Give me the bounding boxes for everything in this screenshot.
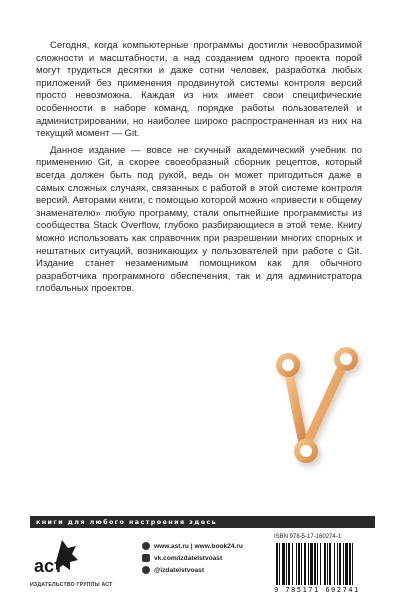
barcode-bar [320, 543, 321, 585]
barcode-bar [317, 543, 318, 585]
barcode-bar [288, 543, 290, 585]
link-website[interactable] [142, 540, 262, 552]
barcode-digits: 9 785171 602741 [274, 586, 360, 594]
barcode-bar [339, 543, 341, 585]
link-instagram[interactable] [142, 564, 262, 576]
isbn-text: ISBN 978-5-17-160274-1 [274, 534, 342, 540]
paragraph: Данное издание — вовсе не скучный академический учебник по применению Git, а скорее своеобразный сборник рецептов, который всегда должен быть под рукой, ведь он может пригодиться даже в самых сложных случаях, связанных с работой в этой системе контроля версий. Авторами книги, с помощью которой можно «привести к общему знаменателю» любую программу, стали опытнейшие программисты из сообщества Stack Overflow, глубоко разбирающиеся в этой теме. Книгу можно использовать как справочник при разрешении многих спорных и нештатных ситуаций, возникающих у пользователей при работе с Git. Издание станет незаменимым помощником как для обычного разработчика программного обеспечения, так и для администратора глобальных проектов. [36, 144, 362, 295]
barcode-bar [304, 543, 306, 585]
barcode-bar [310, 543, 313, 585]
link-text: @izdatelstvoast [154, 566, 205, 574]
barcode [274, 543, 384, 585]
barcode-bar [292, 543, 293, 585]
barcode-bar [343, 543, 344, 585]
barcode-bar [334, 543, 335, 585]
link-vk[interactable] [142, 552, 262, 564]
instagram-icon [142, 566, 150, 574]
barcode-bar [301, 543, 302, 585]
globe-icon [142, 542, 150, 550]
links-list [142, 540, 262, 576]
barcode-bar [282, 543, 285, 585]
description-text [36, 40, 362, 300]
link-text: vk.com/izdatelstvoast [154, 554, 223, 562]
tagline: книги для любого настроения здесь [30, 516, 375, 528]
barcode-bar [327, 543, 328, 585]
barcode-bar [329, 543, 331, 585]
footer [0, 516, 413, 600]
barcode-bar [324, 543, 326, 585]
barcode-bar [298, 543, 300, 585]
barcode-bar [308, 543, 309, 585]
git-branch-icon [270, 345, 365, 475]
barcode-bar [314, 543, 316, 585]
barcode-bar [349, 543, 351, 585]
barcode-bar [286, 543, 287, 585]
publisher-name: ИЗДАТЕЛЬСТВО ГРУППЫ АСТ [30, 582, 113, 588]
publisher-logo [32, 538, 78, 578]
barcode-bar [296, 543, 297, 585]
barcode-bar [276, 543, 278, 585]
barcode-bar [352, 543, 353, 585]
barcode-bar [337, 543, 338, 585]
svg-text:аст: аст [34, 556, 63, 576]
vk-icon [142, 554, 150, 562]
barcode-bar [279, 543, 280, 585]
link-text: www.ast.ru | www.book24.ru [154, 542, 243, 550]
paragraph: Сегодня, когда компьютерные программы достигли невообразимой сложности и масштабности, а над созданием одного проекта порой могут трудиться десятки и даже сотни человек, разработка любых приложений без применения продвинутой системы контроля версий просто невозможна. Каждая из них имеет свои специфические особенности в наборе команд, порядке работы пользователей и администрировании, но наиболее широко распространенная из них на текущий момент — Git. [36, 40, 362, 140]
barcode-bar [345, 543, 348, 585]
